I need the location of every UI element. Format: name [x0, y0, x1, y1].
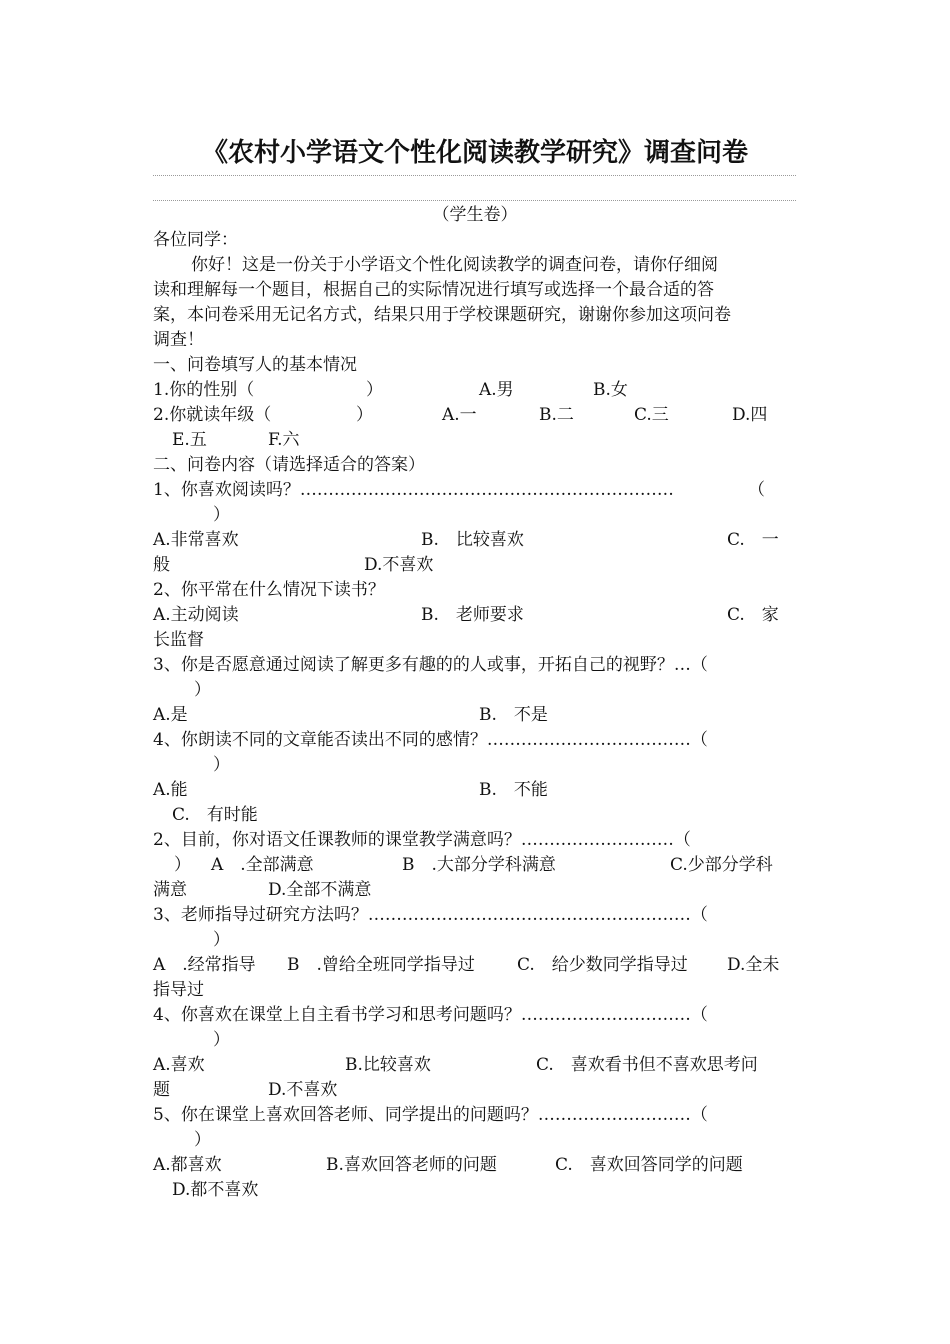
s2-q4-option-b[interactable]: B. 不能 — [479, 780, 548, 800]
s2-q6-option-b[interactable]: B .曾给全班同学指导过 — [287, 955, 475, 975]
title-divider-bottom — [153, 200, 796, 201]
s2-q8-option-c[interactable]: C. 喜欢回答同学的问题 — [555, 1155, 743, 1175]
s2-q3-option-b[interactable]: B. 不是 — [479, 705, 548, 725]
s2-q1-option-c-cont: 般 — [153, 555, 170, 575]
s2-q8-option-b[interactable]: B.喜欢回答老师的问题 — [326, 1155, 497, 1175]
s2-q6-option-d-cont: 指导过 — [153, 980, 204, 1000]
s2-q8-text: 5、你在课堂上喜欢回答老师、同学提出的问题吗？………………………（ — [153, 1105, 708, 1125]
s2-q7-option-b[interactable]: B.比较喜欢 — [345, 1055, 431, 1075]
s2-q5-close: ） — [174, 855, 191, 875]
s1-q2-option-e[interactable]: E.五 — [172, 430, 207, 450]
s1-q2-option-d[interactable]: D.四 — [732, 405, 768, 425]
s1-q2-option-c[interactable]: C.三 — [634, 405, 669, 425]
s2-q6-option-a[interactable]: A .经常指导 — [153, 955, 256, 975]
s2-q2-option-b[interactable]: B. 老师要求 — [421, 605, 524, 625]
s2-q5-option-d[interactable]: D.全部不满意 — [268, 880, 372, 900]
s2-q7-text: 4、你喜欢在课堂上自主看书学习和思考问题吗？…………………………（ — [153, 1005, 708, 1025]
s2-q1-option-c[interactable]: C. 一 — [727, 530, 779, 550]
s2-q6-option-c[interactable]: C. 给少数同学指导过 — [517, 955, 688, 975]
s2-q2-text: 2、你平常在什么情况下读书？ — [153, 580, 385, 600]
s2-q1-option-d[interactable]: D.不喜欢 — [364, 555, 434, 575]
s2-q5-text: 2、目前，你对语文任课教师的课堂教学满意吗？………………………（ — [153, 830, 691, 850]
s2-q3-close: ） — [194, 680, 211, 700]
s2-q2-option-c-cont: 长监督 — [153, 630, 204, 650]
s2-q8-close: ） — [194, 1130, 211, 1150]
s1-q1-text: 1.你的性别（ — [153, 380, 255, 400]
intro-line-2: 读和理解每一个题目，根据自己的实际情况进行填写或选择一个最合适的答 — [153, 280, 714, 300]
section1-heading: 一、问卷填写人的基本情况 — [153, 355, 357, 375]
s2-q7-option-c[interactable]: C. 喜欢看书但不喜欢思考问 — [536, 1055, 758, 1075]
s2-q5-option-c-cont: 满意 — [153, 880, 187, 900]
s2-q4-close: ） — [213, 755, 230, 775]
s1-q1-close: ） — [366, 380, 383, 400]
s2-q1-close: ） — [213, 505, 230, 525]
s2-q6-option-d[interactable]: D.全未 — [727, 955, 780, 975]
section2-heading: 二、问卷内容（请选择适合的答案） — [153, 455, 425, 475]
greeting: 各位同学： — [153, 230, 238, 250]
s2-q7-close: ） — [213, 1030, 230, 1050]
s2-q6-close: ） — [213, 930, 230, 950]
s1-q2-option-f[interactable]: F.六 — [268, 430, 300, 450]
s2-q1-option-b[interactable]: B. 比较喜欢 — [421, 530, 524, 550]
s2-q1-open: （ — [748, 480, 765, 500]
s2-q7-option-d[interactable]: D.不喜欢 — [268, 1080, 338, 1100]
s2-q6-text: 3、老师指导过研究方法吗？…………………………………………………（ — [153, 905, 708, 925]
s2-q5-option-b[interactable]: B .大部分学科满意 — [402, 855, 556, 875]
document-title: 《农村小学语文个性化阅读教学研究》调查问卷 — [201, 138, 748, 168]
s2-q5-option-a[interactable]: A .全部满意 — [211, 855, 314, 875]
s2-q4-text: 4、你朗读不同的文章能否读出不同的感情？………………………………（ — [153, 730, 708, 750]
s2-q7-option-c-cont: 题 — [153, 1080, 170, 1100]
s2-q8-option-d[interactable]: D.都不喜欢 — [172, 1180, 259, 1200]
intro-line-1: 你好！这是一份关于小学语文个性化阅读教学的调查问卷，请你仔细阅 — [191, 255, 718, 275]
intro-line-4: 调查！ — [153, 330, 204, 350]
s2-q4-option-c[interactable]: C. 有时能 — [172, 805, 258, 825]
s2-q1-text: 1、你喜欢阅读吗？………………………………………………………… — [153, 480, 674, 500]
s2-q4-option-a[interactable]: A.能 — [153, 780, 188, 800]
s2-q7-option-a[interactable]: A.喜欢 — [153, 1055, 205, 1075]
s1-q2-option-a[interactable]: A.一 — [442, 405, 477, 425]
intro-line-3: 案，本问卷采用无记名方式，结果只用于学校课题研究，谢谢你参加这项问卷 — [153, 305, 731, 325]
s2-q3-option-a[interactable]: A.是 — [153, 705, 188, 725]
s1-q2-close: ） — [356, 405, 373, 425]
s2-q5-option-c[interactable]: C.少部分学科 — [670, 855, 773, 875]
s1-q1-option-a[interactable]: A.男 — [479, 380, 514, 400]
s2-q2-option-c[interactable]: C. 家 — [727, 605, 779, 625]
s2-q1-option-a[interactable]: A.非常喜欢 — [153, 530, 239, 550]
s1-q2-option-b[interactable]: B.二 — [539, 405, 574, 425]
s1-q1-option-b[interactable]: B.女 — [593, 380, 628, 400]
s2-q8-option-a[interactable]: A.都喜欢 — [153, 1155, 222, 1175]
document-subtitle: （学生卷） — [432, 205, 518, 225]
s1-q2-text: 2.你就读年级（ — [153, 405, 272, 425]
s2-q2-option-a[interactable]: A.主动阅读 — [153, 605, 239, 625]
s2-q3-text: 3、你是否愿意通过阅读了解更多有趣的的人或事，开拓自己的视野？…（ — [153, 655, 708, 675]
title-divider-top — [153, 175, 796, 176]
